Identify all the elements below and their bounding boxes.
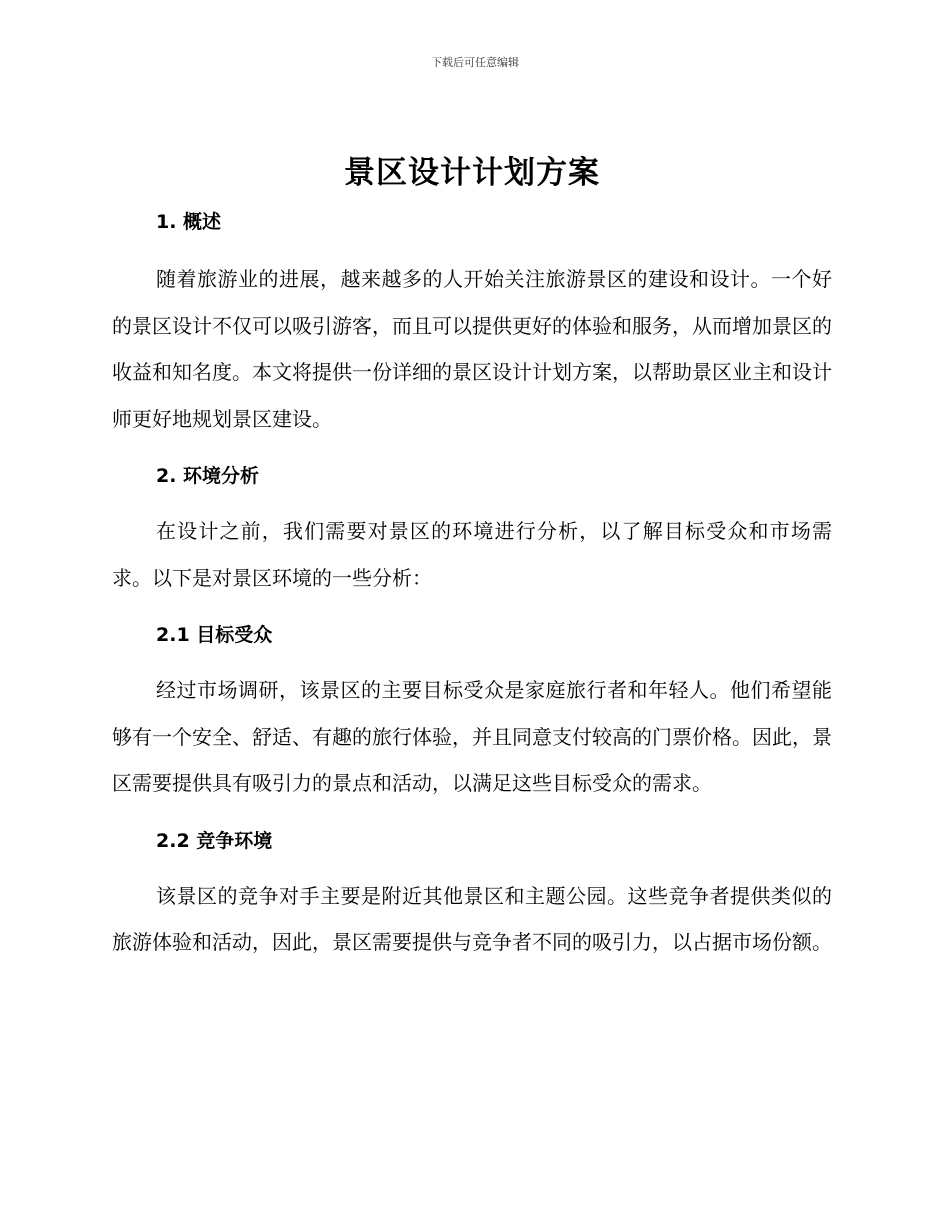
page-header: 下载后可任意编辑 xyxy=(431,56,519,69)
section-heading-environment-analysis: 2. 环境分析 xyxy=(156,465,260,487)
section-heading-target-audience: 2.1 目标受众 xyxy=(156,624,273,646)
document-body xyxy=(112,148,832,966)
section-paragraph-target-audience: 经过市场调研，该景区的主要目标受众是家庭旅行者和年轻人。他们希望能够有一个安全、舒适、有趣的旅行体验，并且同意支付较高的门票价格。因此，景区需要提供具有吸引力的景点和活动，以满足这些目标受众的需求。 xyxy=(112,678,832,795)
document-title: 景区设计计划方案 xyxy=(344,155,600,191)
section-heading-overview: 1. 概述 xyxy=(156,211,222,233)
section-heading-competition: 2.2 竞争环境 xyxy=(156,829,273,852)
section-paragraph-competition: 该景区的竞争对手主要是附近其他景区和主题公园。这些竞争者提供类似的旅游体验和活动，因此，景区需要提供与竞争者不同的吸引力，以占据市场份额。 xyxy=(112,883,832,954)
section-paragraph-environment-analysis: 在设计之前，我们需要对景区的环境进行分析，以了解目标受众和市场需求。以下是对景区环境的一些分析： xyxy=(112,519,832,590)
section-paragraph-overview: 随着旅游业的进展，越来越多的人开始关注旅游景区的建设和设计。一个好的景区设计不仅可以吸引游客，而且可以提供更好的体验和服务，从而增加景区的收益和知名度。本文将提供一份详细的景区设计计划方案，以帮助景区业主和设计师更好地规划景区建设。 xyxy=(112,267,832,431)
